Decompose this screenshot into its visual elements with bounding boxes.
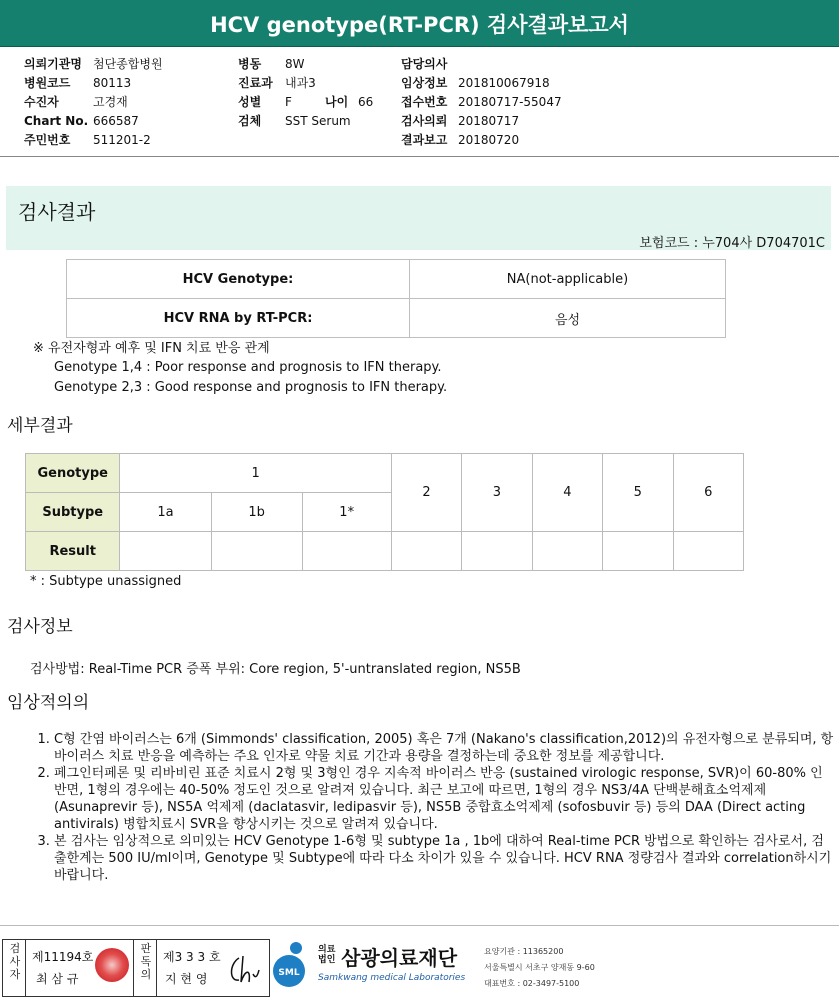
- ifn-note-1: Genotype 1,4 : Poor response and prognosis to IFN therapy.: [54, 360, 442, 375]
- info-key: 수진자: [24, 95, 59, 109]
- ifn-note-2: Genotype 2,3 : Good response and prognosis to IFN therapy.: [54, 380, 448, 395]
- reader-license: 제3 3 3 호: [163, 950, 221, 964]
- divider: [0, 925, 839, 926]
- info-value: 첨단종합병원: [93, 57, 163, 71]
- info-value: 201810067918: [458, 76, 550, 90]
- info-value: 고경재: [93, 95, 128, 109]
- info-key: 의뢰기관명: [24, 57, 82, 71]
- result-cell: [120, 532, 211, 571]
- info-key: 병동: [238, 57, 262, 71]
- result-header: Result: [26, 532, 120, 571]
- result-cell: [603, 532, 673, 571]
- method-title: 검사정보: [7, 617, 73, 637]
- genotype-6-cell: 6: [673, 454, 744, 532]
- subtype-table: [25, 453, 744, 571]
- genotype-1-cell: 1: [120, 454, 391, 493]
- info-value: 66: [358, 95, 374, 109]
- info-value: 8W: [285, 57, 305, 71]
- divider: [25, 940, 26, 996]
- subtype-header: Subtype: [26, 493, 120, 532]
- genotype-2-cell: 2: [391, 454, 461, 532]
- info-value: 내과3: [285, 76, 316, 90]
- contact-line: 요양기관 : 11365200: [484, 947, 564, 956]
- info-col-3: [401, 55, 562, 150]
- table-row: [26, 532, 744, 571]
- result-cell: [391, 532, 461, 571]
- detail-title: 세부결과: [7, 416, 73, 436]
- signature-icon: [225, 952, 263, 988]
- result-cell: [673, 532, 744, 571]
- info-value: SST Serum: [285, 114, 351, 128]
- subtype-1b-cell: 1b: [211, 493, 302, 532]
- divider: [133, 940, 134, 996]
- table-row: [67, 299, 726, 338]
- info-key: 병원코드: [24, 76, 71, 90]
- clinical-title: 임상적의의: [7, 693, 90, 713]
- subtype-1x-cell: 1*: [302, 493, 391, 532]
- genotype-3-cell: 3: [462, 454, 532, 532]
- ifn-note-title: ※ 유전자형과 예후 및 IFN 치료 반응 관계: [33, 341, 270, 356]
- info-value: 511201-2: [93, 133, 151, 147]
- signature-box: [2, 939, 270, 997]
- info-key: 검체: [238, 114, 262, 128]
- reader-label: 판독의: [140, 942, 152, 981]
- result-cell: [462, 532, 532, 571]
- hcv-genotype-value: NA(not-applicable): [410, 260, 726, 299]
- hcv-rna-value: 음성: [410, 299, 726, 338]
- info-value: F: [285, 95, 292, 109]
- org-name: 삼광의료재단: [341, 946, 458, 970]
- info-key: 나이: [325, 95, 349, 109]
- list-item: 1. C형 간염 바이러스는 6개 (Simmonds' classification, 2005) 혹은 7개 (Nakano's classification,2012)의 유전자형으로 분류되며, 항바이러스 치료 반응을 예측하는 주요 인자로 약물 치료 기간과 용량을 결정하는데 중요한 정보를 제공합니다.: [54, 731, 834, 765]
- info-col-2: [238, 55, 373, 131]
- hcv-rna-label: HCV RNA by RT-PCR:: [67, 299, 410, 338]
- report-title: HCV genotype(RT-PCR) 검사결과보고서: [0, 0, 839, 47]
- genotype-5-cell: 5: [603, 454, 673, 532]
- result-cell: [532, 532, 602, 571]
- result-cell: [211, 532, 302, 571]
- genotype-4-cell: 4: [532, 454, 602, 532]
- org-block: [318, 942, 465, 983]
- genotype-result-table: [66, 259, 726, 338]
- tester-label: 검사자: [9, 942, 21, 981]
- genotype-header: Genotype: [26, 454, 120, 493]
- subtype-footnote: * : Subtype unassigned: [30, 574, 182, 589]
- list-item: 3. 본 검사는 임상적으로 의미있는 HCV Genotype 1-6형 및 subtype 1a , 1b에 대하여 Real-time PCR 방법으로 확인하는 검사로서, 검출한계는 500 IU/ml이며, Genotype 및 Subtype에 따라 다소 차이가 있을 수 있습니다. HCV RNA 정량검사 결과와 correlation하시기 바랍니다.: [54, 833, 834, 884]
- results-title: 검사결과: [18, 200, 96, 224]
- logo-text: SML: [278, 968, 300, 978]
- reader-name: 지 현 영: [165, 972, 208, 986]
- table-row: [26, 454, 744, 493]
- info-value: 666587: [93, 114, 139, 128]
- method-text: 검사방법: Real-Time PCR 증폭 부위: Core region, 5'-untranslated region, NS5B: [30, 662, 521, 677]
- insurance-code: 보험코드 : 누704사 D704701C: [639, 236, 825, 251]
- org-type: 의료법인: [318, 945, 336, 965]
- info-key: 검사의뢰: [401, 114, 448, 128]
- tester-name: 최 삼 규: [36, 972, 79, 986]
- subtype-1a-cell: 1a: [120, 493, 211, 532]
- table-row: [67, 260, 726, 299]
- result-cell: [302, 532, 391, 571]
- info-key: 결과보고: [401, 133, 448, 147]
- official-seal-icon: [95, 948, 129, 982]
- hcv-genotype-label: HCV Genotype:: [67, 260, 410, 299]
- info-value: 20180717: [458, 114, 520, 128]
- org-english-name: Samkwang medical Laboratories: [318, 973, 466, 983]
- contact-block: [484, 944, 595, 992]
- tester-license: 제11194호: [32, 950, 94, 964]
- divider: [0, 156, 839, 157]
- info-key: 진료과: [238, 76, 273, 90]
- info-value: 80113: [93, 76, 132, 90]
- info-col-1: [24, 55, 163, 150]
- info-key: 접수번호: [401, 95, 448, 109]
- info-key: 성별: [238, 95, 262, 109]
- info-key: 주민번호: [24, 133, 71, 147]
- info-key: 임상정보: [401, 76, 448, 90]
- divider: [156, 940, 157, 996]
- clinical-list: [30, 731, 834, 884]
- info-value: 20180717-55047: [458, 95, 562, 109]
- contact-line: 대표번호 : 02-3497-5100: [484, 979, 580, 988]
- info-key: 담당의사: [401, 57, 448, 71]
- info-key: Chart No.: [24, 114, 89, 128]
- list-item: 2. 페그인터페론 및 리바비린 표준 치료시 2형 및 3형인 경우 지속적 바이러스 반응 (sustained virologic response, SVR)이 60-80% 인 반면, 1형의 경우에는 40-50% 정도인 것으로 알려져 있습니다. 최근 보고에 따르면, 1형의 경우 NS3/4A 단백분해효소억제제 (Asunaprevir 등), NS5A 억제제 (daclatasvir, ledipasvir 등), NS5B 중합효소억제제 (sofosbuvir 등) 등의 DAA (Direct acting antivirals) 병합치료시 SVR을 향상시키는 것으로 알려져 있습니다.: [54, 765, 834, 833]
- info-value: 20180720: [458, 133, 520, 147]
- sml-logo-icon: [272, 941, 312, 989]
- contact-line: 서울특별시 서초구 양재동 9-60: [484, 963, 595, 972]
